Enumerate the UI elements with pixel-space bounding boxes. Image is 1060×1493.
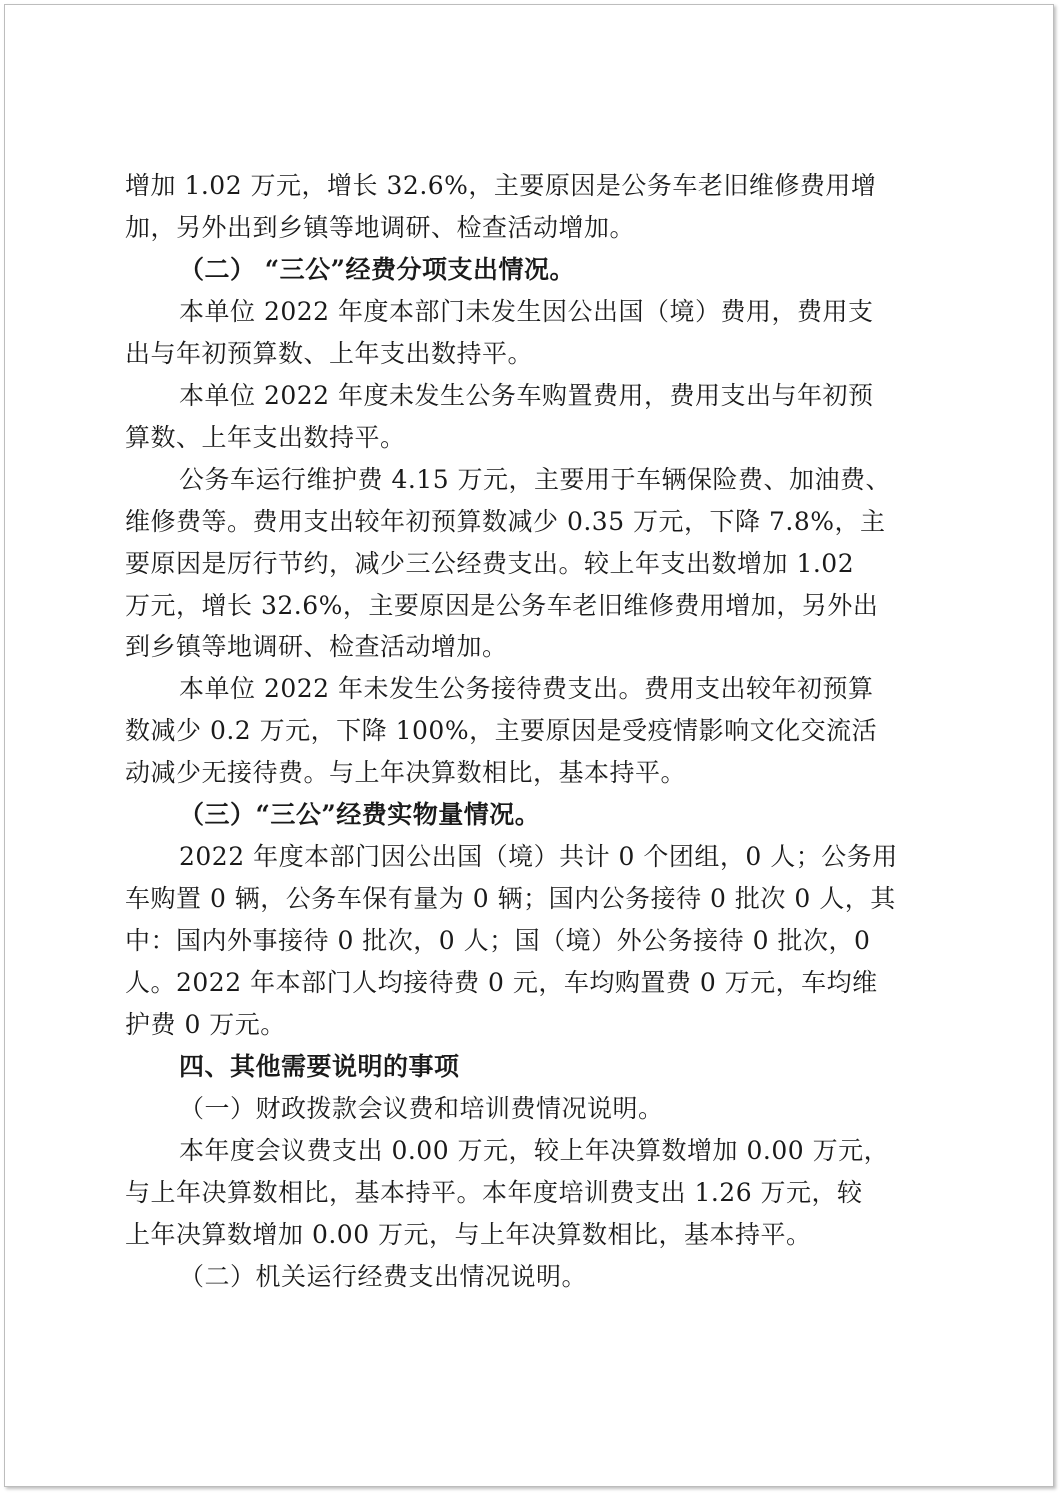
paragraph-line: 护费 0 万元。 [125, 1010, 286, 1039]
document-page [4, 4, 1054, 1487]
paragraph-line: 算数、上年支出数持平。 [125, 422, 406, 452]
paragraph-line: 要原因是厉行节约，减少三公经费支出。较上年支出数增加 1.02 [125, 548, 855, 578]
paragraph-line: 万元，增长 32.6%，主要原因是公务车老旧维修费用增加，另外出 [125, 590, 879, 620]
paragraph-line: 公务车运行维护费 4.15 万元，主要用于车辆保险费、加油费、 [179, 464, 892, 494]
paragraph-line: 加，另外出到乡镇等地调研、检查活动增加。 [125, 212, 636, 242]
paragraph-line: 本单位 2022 年度本部门未发生因公出国（境）费用，费用支 [179, 296, 874, 326]
section-heading: （二） “三公”经费分项支出情况。 [179, 254, 575, 284]
paragraph-line: （二）机关运行经费支出情况说明。 [179, 1261, 588, 1291]
paragraph-line: 数减少 0.2 万元，下降 100%，主要原因是受疫情影响文化交流活 [125, 716, 878, 746]
paragraph-line: （一）财政拨款会议费和培训费情况说明。 [179, 1093, 664, 1123]
paragraph-line: 动减少无接待费。与上年决算数相比，基本持平。 [125, 758, 687, 788]
paragraph-line: 人。2022 年本部门人均接待费 0 元，车均购置费 0 万元，车均维 [125, 968, 878, 998]
paragraph-line: 维修费等。费用支出较年初预算数减少 0.35 万元，下降 7.8%，主 [125, 506, 886, 536]
paragraph-line: 车购置 0 辆，公务车保有量为 0 辆；国内公务接待 0 批次 0 人，其 [125, 884, 896, 914]
paragraph-line: 增加 1.02 万元，增长 32.6%，主要原因是公务车老旧维修费用增 [125, 171, 877, 200]
paragraph-line: 出与年初预算数、上年支出数持平。 [125, 338, 534, 368]
paragraph-line: 到乡镇等地调研、检查活动增加。 [125, 632, 508, 662]
paragraph-line: 本年度会议费支出 0.00 万元，较上年决算数增加 0.00 万元， [179, 1135, 890, 1165]
paragraph-line: 2022 年度本部门因公出国（境）共计 0 个团组，0 人；公务用 [179, 842, 898, 872]
paragraph-line: 与上年决算数相比，基本持平。本年度培训费支出 1.26 万元，较 [125, 1177, 863, 1207]
paragraph-line: 上年决算数增加 0.00 万元，与上年决算数相比，基本持平。 [125, 1219, 812, 1249]
section-heading: （三）“三公”经费实物量情况。 [179, 800, 541, 830]
paragraph-line: 中：国内外事接待 0 批次，0 人；国（境）外公务接待 0 批次，0 [125, 926, 871, 956]
section-heading: 四、其他需要说明的事项 [179, 1051, 460, 1081]
paragraph-line: 本单位 2022 年度未发生公务车购置费用，费用支出与年初预 [179, 380, 874, 410]
paragraph-line: 本单位 2022 年未发生公务接待费支出。费用支出较年初预算 [179, 674, 874, 704]
